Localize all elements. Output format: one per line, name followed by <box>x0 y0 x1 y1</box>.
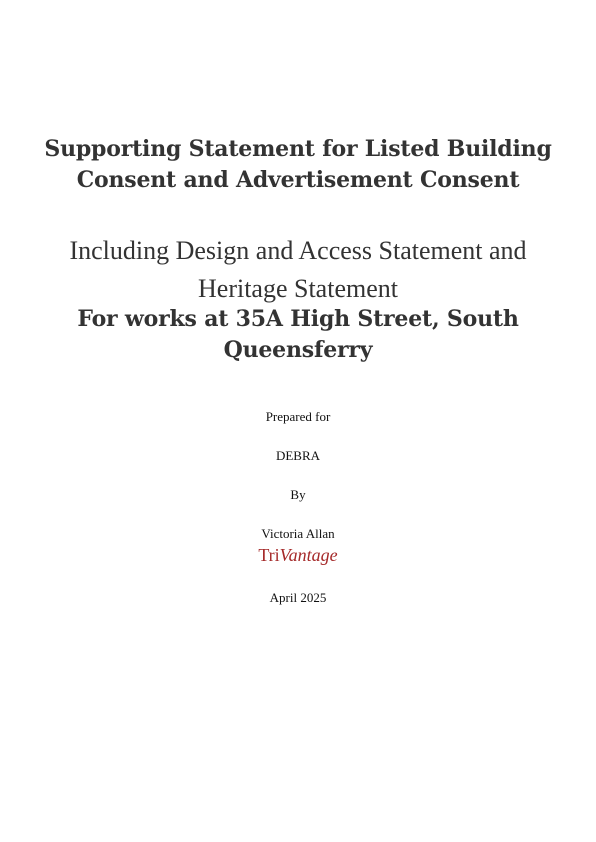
document-date: April 2025 <box>269 590 327 605</box>
company-logo-suffix: Vantage <box>279 545 338 565</box>
author-name: Victoria Allan <box>261 526 335 541</box>
cover-title: Supporting Statement for Listed Building Consent and Advertisement Consent <box>44 136 552 193</box>
by-label: By <box>290 487 306 502</box>
cover-works-address: For works at 35A High Street, South Queensferry <box>77 306 519 363</box>
client-name: DEBRA <box>275 448 321 463</box>
company-logo-prefix: Tri <box>258 545 280 565</box>
company-logo <box>0 544 596 566</box>
cover-subtitle: Including Design and Access Statement and Heritage Statement <box>69 236 527 303</box>
prepared-for-label: Prepared for <box>265 409 331 424</box>
